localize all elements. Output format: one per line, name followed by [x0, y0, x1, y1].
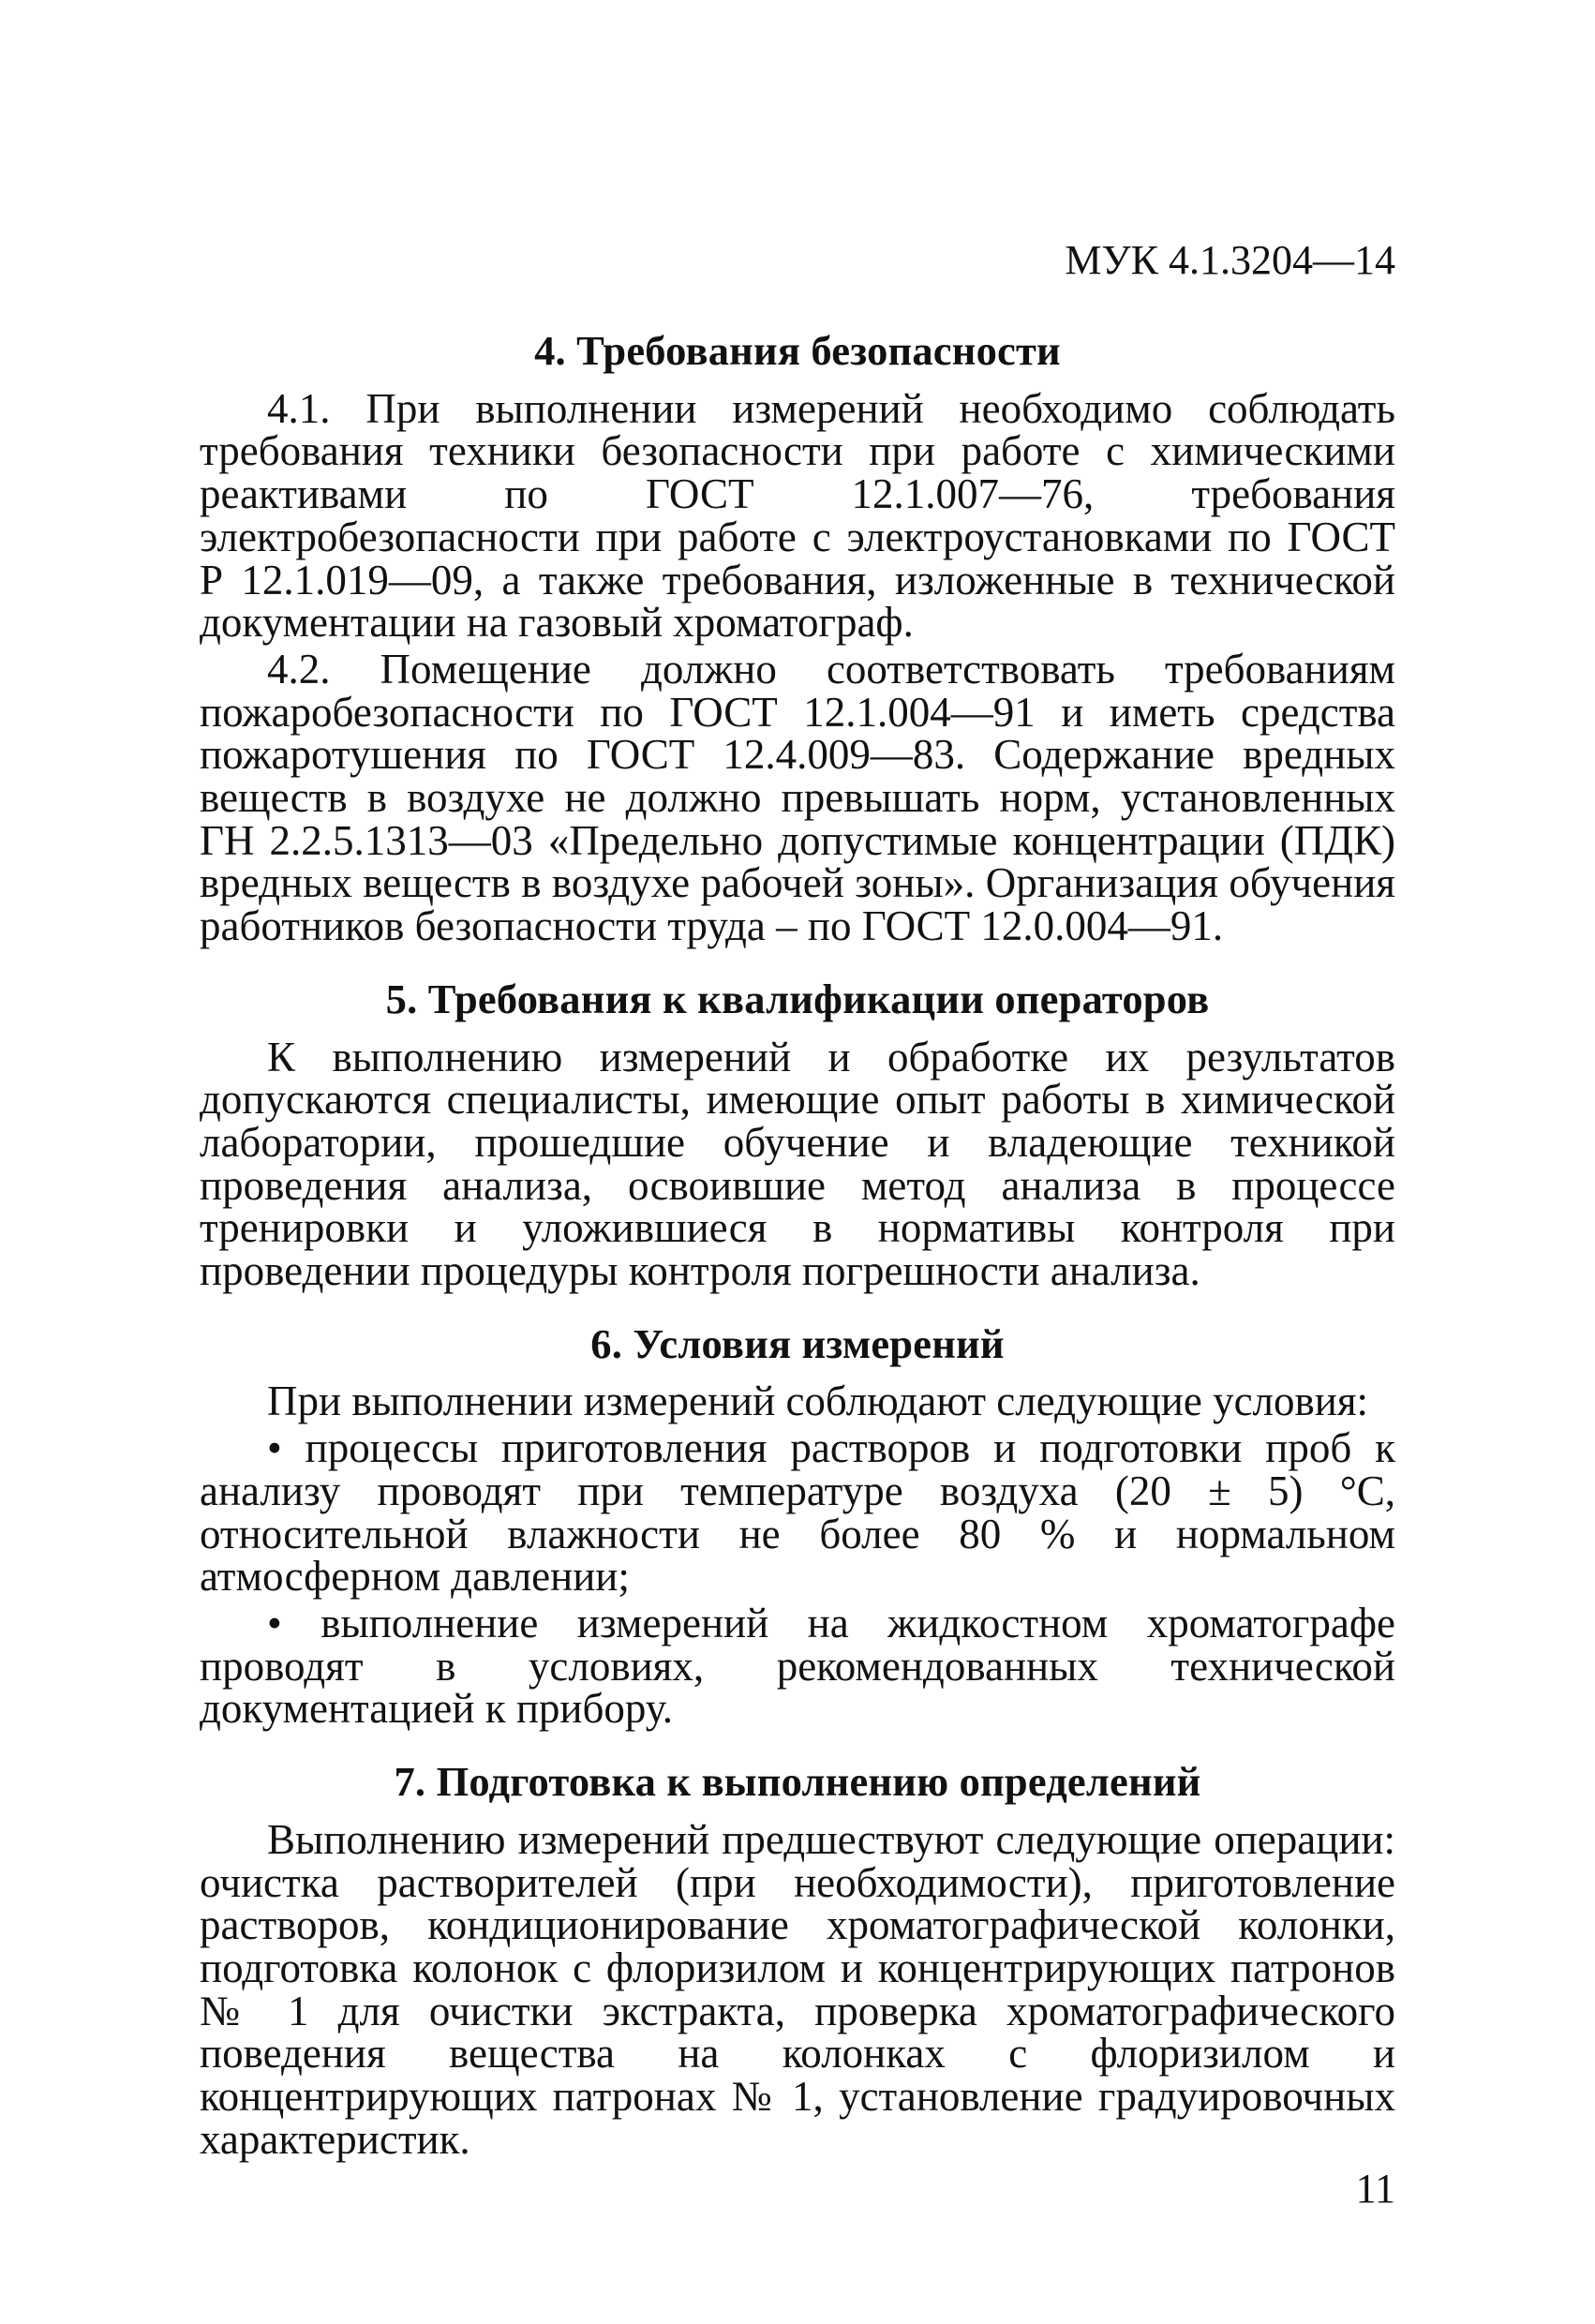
- section-6-bullet-2: • выполнение измерений на жидкостном хроматографе проводят в условиях, рекомендованных технической документацией к прибору.: [200, 1599, 1395, 1733]
- section-6-bullet-1: • процессы приготовления растворов и подготовки проб к анализу проводят при температуре воздуха (20 ± 5) °С, относительной влажности не более 80 % и нормальном атмосферном давлении;: [200, 1424, 1395, 1601]
- document-code: МУК 4.1.3204—14: [1065, 237, 1395, 283]
- section-7-title: 7. Подготовка к выполнению определений: [394, 1758, 1201, 1806]
- section-7-paragraph-1: Выполнению измерений предшествуют следующие операции: очистка растворителей (при необходимости), приготовление растворов, кондиционирование хроматографической колонки, подготовка колонок с флоризилом и концентрирующих патронов № 1 для очистки экстракта, проверка хроматографического поведения вещества на колонках с флоризилом и концентрирующих патронах № 1, установление градуировочных характеристик.: [200, 1815, 1395, 2163]
- section-6-intro: При выполнении измерений соблюдают следующие условия:: [267, 1378, 1369, 1425]
- section-4-paragraph-1: 4.1. При выполнении измерений необходимо соблюдать требования техники безопасности при работе с химическими реактивами по ГОСТ 12.1.007—76, требования электробезопасности при работе с электроустановками по ГОСТ Р 12.1.019—09, а также требования, изложенные в технической документации на газовый хроматограф.: [200, 384, 1395, 647]
- section-5-paragraph-1: К выполнению измерений и обработке их результатов допускаются специалисты, имеющие опыт работы в химической лаборатории, прошедшие обучение и владеющие техникой проведения анализа, освоившие метод анализа в процессе тренировки и уложившиеся в нормативы контроля при проведении процедуры контроля погрешности анализа.: [200, 1033, 1395, 1295]
- page-number: 11: [1355, 2166, 1395, 2212]
- section-6-title: 6. Условия измерений: [590, 1319, 1005, 1367]
- section-4-paragraph-2: 4.2. Помещение должно соответствовать требованиям пожаробезопасности по ГОСТ 12.1.004—91 и иметь средства пожаротушения по ГОСТ 12.4.009—83. Содержание вредных веществ в воздухе не должно превышать норм, установленных ГН 2.2.5.1313—03 «Предельно допустимые концентрации (ПДК) вредных веществ в воздухе рабочей зоны». Организация обучения работников безопасности труда – по ГОСТ 12.0.004—91.: [200, 645, 1395, 950]
- section-5-title: 5. Требования к квалификации операторов: [385, 975, 1210, 1022]
- section-4-title: 4. Требования безопасности: [534, 327, 1061, 374]
- document-body: [200, 319, 1395, 2161]
